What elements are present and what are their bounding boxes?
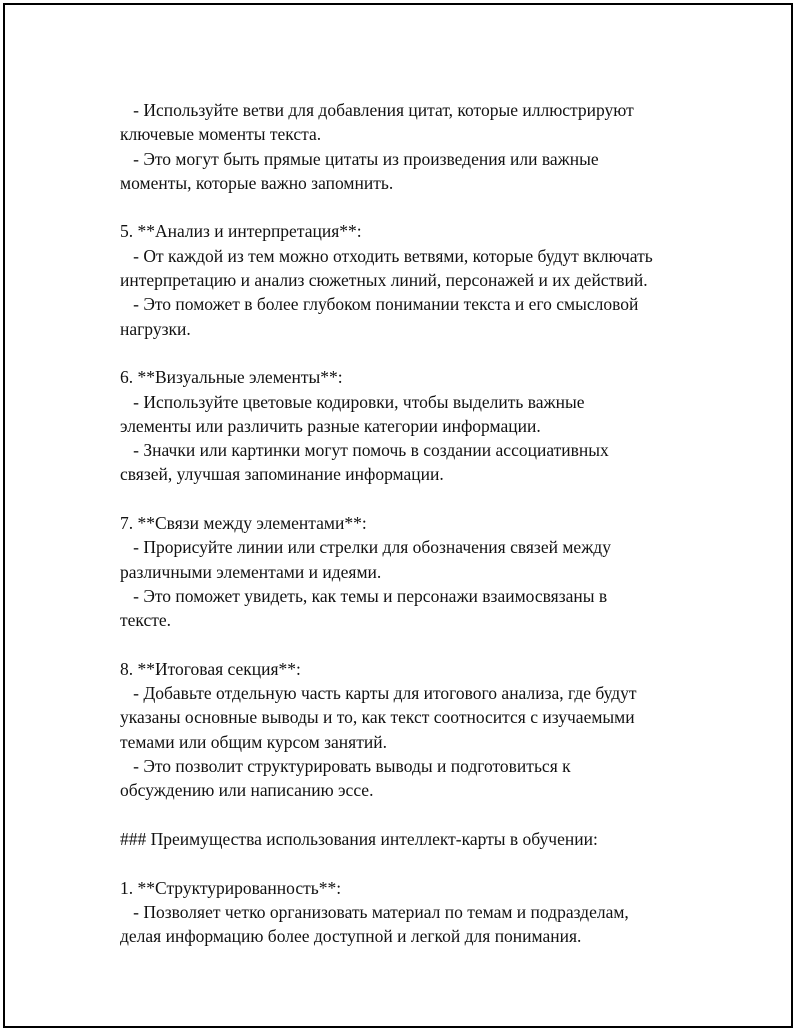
text-line: - Это поможет в более глубоком понимании текста и его смысловой: [120, 294, 639, 315]
text-line: 6. **Визуальные элементы**:: [120, 367, 343, 388]
text-line: интерпретацию и анализ сюжетных линий, персонажей и их действий.: [120, 270, 648, 291]
text-line: - Добавьте отдельную часть карты для итогового анализа, где будут: [120, 683, 637, 704]
text-line: указаны основные выводы и то, как текст соотносится с изучаемыми: [120, 707, 635, 728]
text-line: обсуждению или написанию эссе.: [120, 780, 374, 801]
text-line: - Это могут быть прямые цитаты из произведения или важные: [120, 148, 599, 169]
text-line: - Это поможет увидеть, как темы и персонажи взаимосвязаны в: [120, 585, 608, 606]
text-line: - Значки или картинки могут помочь в создании ассоциативных: [120, 440, 609, 461]
blank-line: [120, 851, 710, 875]
blank-line: [120, 633, 710, 657]
text-line: элементы или различить разные категории информации.: [120, 415, 541, 436]
text-line: моменты, которые важно запомнить.: [120, 172, 394, 193]
text-line: делая информацию более доступной и легкой для понимания.: [120, 926, 582, 947]
text-line: - Используйте ветви для добавления цитат, которые иллюстрируют: [120, 100, 634, 120]
blank-line: [120, 803, 710, 827]
text-line: - Позволяет четко организовать материал по темам и подразделам,: [120, 901, 629, 922]
blank-line: [120, 195, 710, 219]
blank-line: [120, 487, 710, 511]
text-line: ключевые моменты текста.: [120, 124, 322, 145]
text-line: 5. **Анализ и интерпретация**:: [120, 221, 362, 242]
text-line: 8. **Итоговая секция**:: [120, 658, 301, 679]
text-line: - Это позволит структурировать выводы и подготовиться к: [120, 756, 571, 777]
text-line: связей, улучшая запоминание информации.: [120, 464, 444, 485]
text-line: нагрузки.: [120, 318, 191, 339]
text-line: 7. **Связи между элементами**:: [120, 513, 367, 534]
text-line: - От каждой из тем можно отходить ветвями, которые будут включать: [120, 245, 653, 266]
text-line: темами или общим курсом занятий.: [120, 731, 387, 752]
text-line: тексте.: [120, 610, 172, 631]
text-line: различными элементами и идеями.: [120, 561, 382, 582]
text-line: 1. **Структурированность**:: [120, 877, 342, 898]
document-body: [120, 98, 710, 948]
blank-line: [120, 341, 710, 365]
text-line: - Прорисуйте линии или стрелки для обозначения связей между: [120, 537, 611, 558]
text-line: ### Преимущества использования интеллект-карты в обучении:: [120, 828, 598, 849]
document-page: [3, 3, 793, 1028]
text-line: - Используйте цветовые кодировки, чтобы выделить важные: [120, 391, 585, 412]
